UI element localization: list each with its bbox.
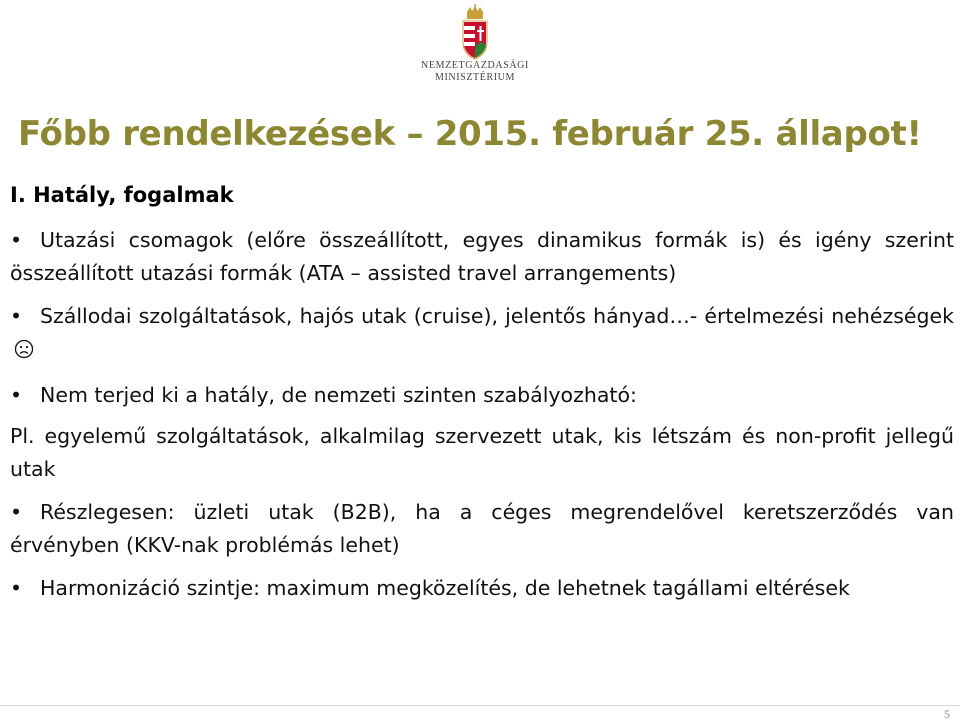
logo-line-1: NEMZETGAZDASÁGI (421, 60, 529, 71)
bullet-marker: • (10, 576, 23, 600)
paragraph-text: Részlegesen: üzleti utak (B2B), ha a céges megrendelővel keretszerződés van érvényben (KKV-nak problémás lehet) (10, 500, 954, 557)
paragraph-text: Szállodai szolgáltatások, hajós utak (cruise), jelentős hányad…- értelmezési nehézségek (40, 304, 954, 328)
bullet-paragraph-scope (10, 379, 954, 412)
paragraph-text: Harmonizáció szintje: maximum megközelítés, de lehetnek tagállami eltérések (40, 576, 850, 600)
bullet-marker: • (10, 500, 23, 524)
bullet-paragraph-hotels (10, 300, 954, 369)
bullet-marker: • (10, 228, 23, 252)
bullet-paragraph-harmonization (10, 572, 954, 605)
frown-icon (14, 336, 34, 369)
paragraph-text: Pl. egyelemű szolgáltatások, alkalmilag szervezett utak, kis létszám és non-profit jellegű utak (10, 424, 954, 481)
page-number: 5 (944, 707, 950, 721)
slide-title: Főbb rendelkezések – 2015. február 25. állapot! (18, 114, 922, 154)
slide-body (10, 224, 954, 615)
bullet-paragraph-packages (10, 224, 954, 290)
ministry-logo (410, 4, 540, 96)
paragraph-text: Utazási csomagok (előre összeállított, egyes dinamikus formák is) és igény szerint összeállított utazási formák (ATA – assisted travel arrangements) (10, 228, 954, 285)
bullet-marker: • (10, 383, 23, 407)
slide-subtitle: I. Hatály, fogalmak (10, 183, 234, 207)
logo-line-2: MINISZTÉRIUM (435, 72, 515, 83)
paragraph-example (10, 420, 954, 486)
bullet-paragraph-business-trips (10, 496, 954, 562)
paragraph-text: Nem terjed ki a hatály, de nemzeti szinten szabályozható: (40, 383, 637, 407)
footer-divider (0, 705, 960, 706)
hungarian-coat-of-arms-icon (458, 4, 492, 60)
bullet-marker: • (10, 304, 23, 328)
